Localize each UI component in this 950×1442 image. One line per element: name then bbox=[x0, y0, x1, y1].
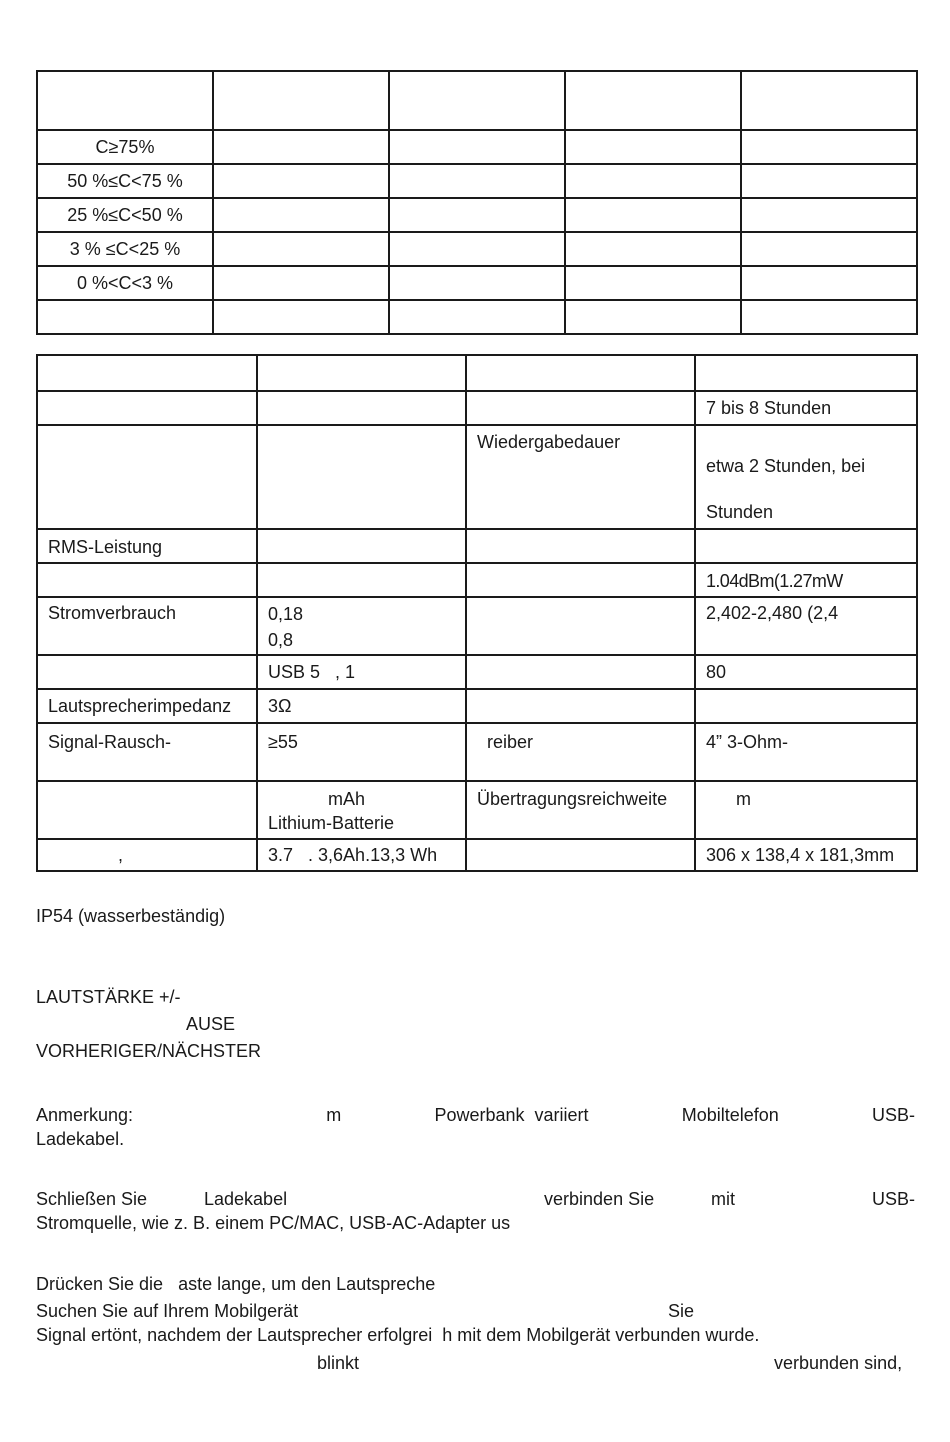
table-cell bbox=[257, 529, 466, 563]
table-cell bbox=[466, 529, 695, 563]
spec-value-line: Lithium-Batterie bbox=[268, 813, 395, 833]
word: Powerbank variiert bbox=[434, 1105, 589, 1125]
spec-label-cell: , bbox=[37, 839, 257, 871]
spec-value-cell: 2,402-2,480 (2,4 bbox=[695, 597, 917, 655]
spec-label-cell: reiber bbox=[466, 723, 695, 781]
table-cell bbox=[741, 300, 917, 334]
table-cell bbox=[213, 300, 389, 334]
table-row bbox=[37, 425, 917, 529]
table-row bbox=[37, 232, 917, 266]
table-cell bbox=[565, 198, 741, 232]
spec-label-cell: Stromverbrauch bbox=[37, 597, 257, 655]
table-cell bbox=[389, 232, 565, 266]
table-cell bbox=[565, 71, 741, 130]
spec-value-line: Stunden bbox=[706, 502, 774, 522]
table-cell bbox=[37, 355, 257, 391]
table-row bbox=[37, 723, 917, 781]
table-cell bbox=[466, 563, 695, 597]
spec-value-cell: USB 5 , 1 bbox=[257, 655, 466, 689]
table-cell bbox=[466, 839, 695, 871]
table-cell bbox=[741, 232, 917, 266]
table-cell bbox=[565, 300, 741, 334]
table-cell bbox=[695, 355, 917, 391]
spec-label-cell: Signal-Rausch- bbox=[37, 723, 257, 781]
table-row bbox=[37, 164, 917, 198]
table-row bbox=[37, 563, 917, 597]
table-row bbox=[37, 781, 917, 839]
table-cell bbox=[257, 391, 466, 425]
table-cell bbox=[466, 689, 695, 723]
spec-label-cell: RMS-Leistung bbox=[37, 529, 257, 563]
pairing-line: Suchen Sie auf Ihrem Mobilgerät bbox=[36, 1301, 299, 1321]
spec-value-cell bbox=[257, 597, 466, 655]
table-cell bbox=[37, 781, 257, 839]
table-cell bbox=[389, 71, 565, 130]
spec-label-cell: Wiedergabedauer bbox=[466, 425, 695, 529]
table-cell bbox=[37, 563, 257, 597]
table-cell bbox=[213, 164, 389, 198]
table-cell bbox=[741, 164, 917, 198]
spec-value-cell: 7 bis 8 Stunden bbox=[695, 391, 917, 425]
spec-value-cell: m bbox=[695, 781, 917, 839]
table-cell bbox=[389, 300, 565, 334]
table-cell bbox=[565, 266, 741, 300]
word: m bbox=[326, 1105, 342, 1125]
table-cell bbox=[213, 130, 389, 164]
table-cell bbox=[37, 391, 257, 425]
pairing-line: verbunden sind, bbox=[774, 1353, 903, 1373]
table-cell bbox=[213, 266, 389, 300]
table-cell bbox=[565, 130, 741, 164]
pairing-line: Signal ertönt, nachdem der Lautsprecher erfolgrei h mit dem Mobilgerät verbunden wurde. bbox=[36, 1325, 760, 1345]
table-row bbox=[37, 300, 917, 334]
battery-level-cell: 25 %≤C<50 % bbox=[37, 198, 213, 232]
charging-paragraph bbox=[36, 1187, 915, 1235]
battery-level-table bbox=[36, 70, 918, 335]
table-cell bbox=[466, 391, 695, 425]
table-cell bbox=[466, 655, 695, 689]
pairing-line: blinkt bbox=[317, 1353, 360, 1373]
spec-value-cell: 4” 3-Ohm- bbox=[695, 723, 917, 781]
word: Anmerkung: bbox=[36, 1105, 134, 1125]
spec-value-line: mAh bbox=[268, 789, 366, 809]
table-cell bbox=[257, 563, 466, 597]
word: USB- bbox=[871, 1105, 915, 1125]
battery-level-cell: 50 %≤C<75 % bbox=[37, 164, 213, 198]
table-row bbox=[37, 391, 917, 425]
spec-label-cell: Lautsprecherimpedanz bbox=[37, 689, 257, 723]
table-header-row bbox=[37, 71, 917, 130]
table-cell bbox=[389, 198, 565, 232]
table-cell bbox=[466, 597, 695, 655]
pairing-line: Sie bbox=[668, 1301, 695, 1321]
table-row bbox=[37, 529, 917, 563]
spec-value-line: etwa 2 Stunden, bei bbox=[706, 456, 866, 476]
spec-value-cell bbox=[257, 781, 466, 839]
table-cell bbox=[213, 198, 389, 232]
table-cell bbox=[389, 266, 565, 300]
spec-value-cell: 80 bbox=[695, 655, 917, 689]
pairing-line: Drücken Sie die aste lange, um den Lautspreche bbox=[36, 1274, 436, 1294]
spec-value-line: 0,18 bbox=[268, 604, 304, 624]
word: Mobiltelefon bbox=[681, 1105, 779, 1125]
table-cell bbox=[37, 71, 213, 130]
table-cell bbox=[565, 232, 741, 266]
spec-value-cell bbox=[695, 425, 917, 529]
table-cell bbox=[389, 164, 565, 198]
prev-next-button-label: VORHERIGER/NÄCHSTER bbox=[36, 1041, 262, 1061]
table-cell bbox=[213, 232, 389, 266]
battery-level-cell: 3 % ≤C<25 % bbox=[37, 232, 213, 266]
spec-value-cell: 306 x 138,4 x 181,3mm bbox=[695, 839, 917, 871]
spec-value-cell: 1.04dBm(1.27mW bbox=[695, 563, 917, 597]
word: Ladekabel bbox=[204, 1189, 288, 1209]
paragraph-line: Ladekabel. bbox=[36, 1129, 125, 1149]
table-cell bbox=[37, 425, 257, 529]
table-row bbox=[37, 130, 917, 164]
battery-level-cell: 0 %<C<3 % bbox=[37, 266, 213, 300]
table-cell bbox=[741, 130, 917, 164]
word: USB- bbox=[871, 1189, 915, 1209]
pause-button-label: AUSE bbox=[186, 1014, 236, 1034]
table-cell bbox=[741, 198, 917, 232]
table-cell bbox=[389, 130, 565, 164]
paragraph-line bbox=[36, 1187, 915, 1211]
table-row bbox=[37, 355, 917, 391]
table-cell bbox=[695, 689, 917, 723]
specification-table bbox=[36, 354, 918, 872]
note-paragraph bbox=[36, 1103, 915, 1151]
table-cell bbox=[741, 266, 917, 300]
table-cell bbox=[213, 71, 389, 130]
table-row bbox=[37, 198, 917, 232]
ip-rating-text: IP54 (wasserbeständig) bbox=[36, 906, 226, 926]
spec-label-cell: Übertragungsreichweite bbox=[466, 781, 695, 839]
table-cell bbox=[741, 71, 917, 130]
table-cell bbox=[257, 425, 466, 529]
table-cell bbox=[466, 355, 695, 391]
table-cell bbox=[37, 655, 257, 689]
table-cell bbox=[695, 529, 917, 563]
table-row bbox=[37, 655, 917, 689]
battery-level-cell: C≥75% bbox=[37, 130, 213, 164]
spec-value-line: 0,8 bbox=[268, 630, 294, 650]
spec-value-cell: ≥55 bbox=[257, 723, 466, 781]
paragraph-line: Stromquelle, wie z. B. einem PC/MAC, USB-AC-Adapter us bbox=[36, 1213, 511, 1233]
table-row bbox=[37, 597, 917, 655]
table-row bbox=[37, 689, 917, 723]
table-row bbox=[37, 839, 917, 871]
spec-value-cell: 3.7 . 3,6Ah.13,3 Wh bbox=[257, 839, 466, 871]
table-cell bbox=[565, 164, 741, 198]
table-row bbox=[37, 266, 917, 300]
word: verbinden Sie bbox=[544, 1189, 655, 1209]
volume-button-label: LAUTSTÄRKE +/- bbox=[36, 987, 181, 1007]
spec-value-cell: 3Ω bbox=[257, 689, 466, 723]
table-cell bbox=[37, 300, 213, 334]
table-cell bbox=[257, 355, 466, 391]
paragraph-line bbox=[36, 1103, 915, 1127]
word: mit bbox=[711, 1189, 736, 1209]
word: Schließen Sie bbox=[36, 1189, 148, 1209]
